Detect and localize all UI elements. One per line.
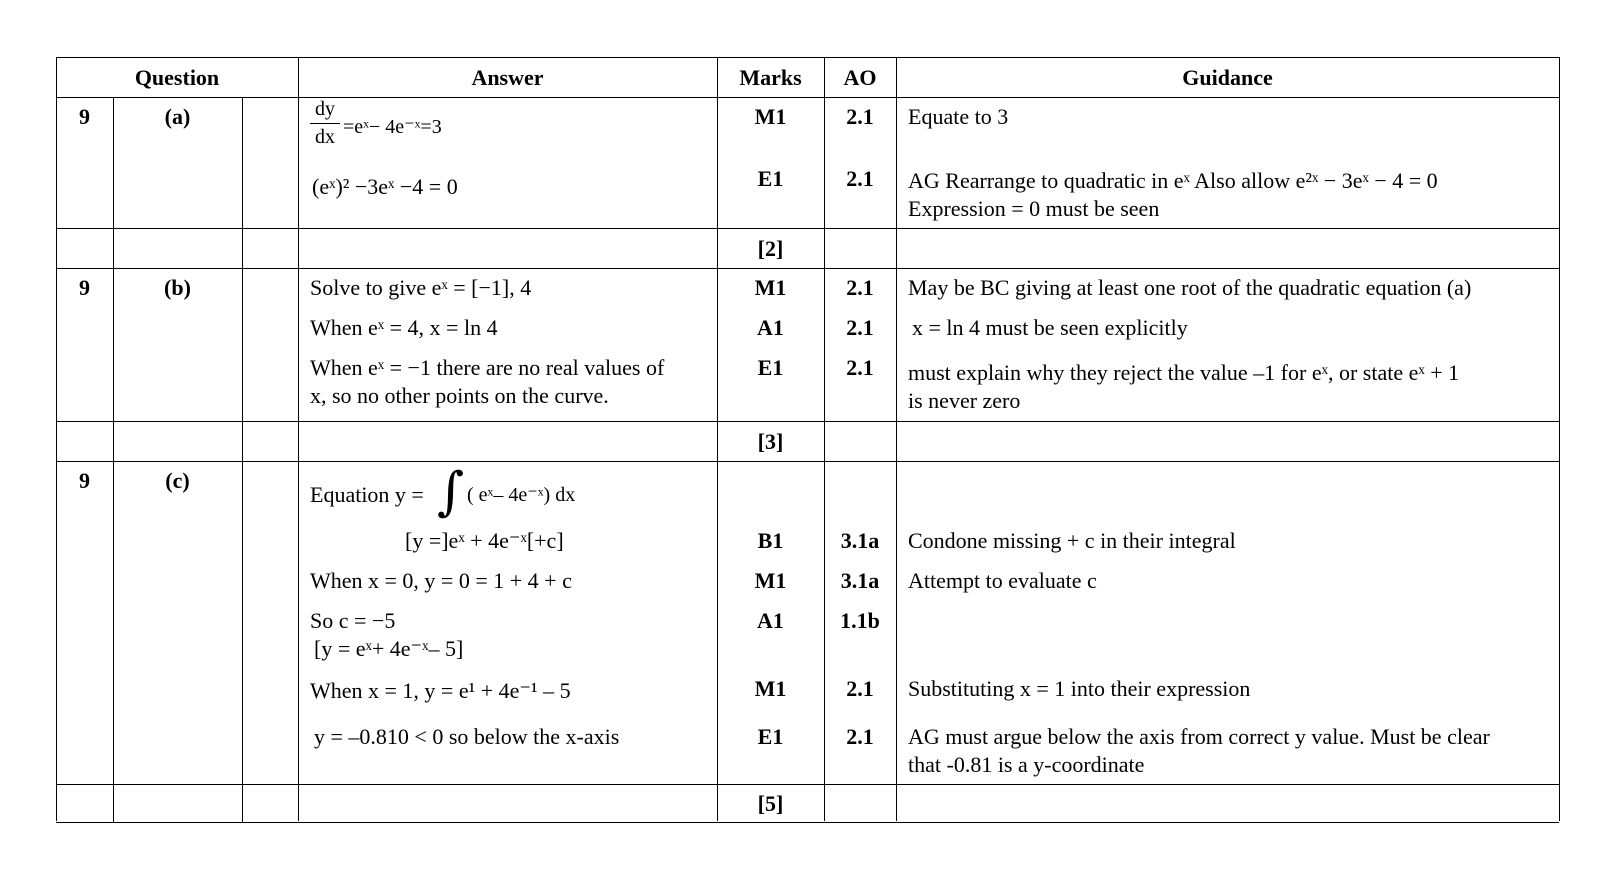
fraction-numerator: dy bbox=[315, 98, 335, 120]
header-divider bbox=[56, 97, 1559, 98]
part-label: (a) bbox=[164, 104, 191, 129]
column-divider bbox=[113, 97, 114, 822]
fraction-denominator: dx bbox=[315, 126, 335, 148]
answer-line: Solve to give eˣ = [−1], 4 bbox=[310, 275, 532, 300]
mark-code: E1 bbox=[757, 724, 784, 749]
ao-code: 2.1 bbox=[846, 275, 874, 300]
guidance-text: AG must argue below the axis from correct y value. Must be clear bbox=[908, 724, 1490, 749]
guidance-text: AG Rearrange to quadratic in eˣ Also allow e²ˣ − 3eˣ − 4 = 0 bbox=[908, 168, 1438, 193]
mark-code: M1 bbox=[754, 676, 787, 701]
column-divider bbox=[242, 97, 243, 822]
mark-code: M1 bbox=[754, 104, 787, 129]
answer-line: Equation y = bbox=[310, 482, 424, 507]
answer-line: (eˣ)² −3eˣ −4 = 0 bbox=[312, 174, 458, 199]
answer-line: ( eˣ– 4e⁻ˣ) dx bbox=[467, 484, 576, 506]
marks-total: [2] bbox=[757, 236, 784, 261]
mark-code: A1 bbox=[757, 315, 784, 340]
answer-line: y = –0.810 < 0 so below the x-axis bbox=[314, 724, 620, 749]
answer-line: So c = −5 bbox=[310, 608, 396, 633]
row-divider bbox=[56, 228, 1559, 229]
column-divider bbox=[896, 57, 897, 821]
question-number: 9 bbox=[79, 104, 90, 129]
ao-code: 2.1 bbox=[846, 724, 874, 749]
mark-code: M1 bbox=[754, 275, 787, 300]
question-number: 9 bbox=[79, 275, 90, 300]
guidance-text: that -0.81 is a y-coordinate bbox=[908, 752, 1145, 777]
guidance-text: Condone missing + c in their integral bbox=[908, 528, 1236, 553]
header-question: Question bbox=[134, 65, 220, 90]
mark-code: A1 bbox=[757, 608, 784, 633]
answer-line: x, so no other points on the curve. bbox=[310, 383, 609, 408]
table-border-top bbox=[56, 57, 1559, 58]
answer-line: When x = 0, y = 0 = 1 + 4 + c bbox=[310, 568, 572, 593]
column-divider bbox=[298, 57, 299, 821]
guidance-text: Equate to 3 bbox=[908, 104, 1009, 129]
header-ao: AO bbox=[843, 65, 877, 90]
ao-code: 2.1 bbox=[846, 104, 874, 129]
header-guidance: Guidance bbox=[1182, 65, 1273, 90]
ao-code: 2.1 bbox=[846, 166, 874, 191]
mark-code: E1 bbox=[757, 355, 784, 380]
mark-code: E1 bbox=[757, 166, 784, 191]
answer-line: When eˣ = −1 there are no real values of bbox=[310, 355, 665, 380]
ao-code: 3.1a bbox=[840, 528, 880, 553]
guidance-text: Substituting x = 1 into their expression bbox=[908, 676, 1251, 701]
answer-line: [y =]eˣ + 4e⁻ˣ[+c] bbox=[405, 528, 564, 553]
ao-code: 3.1a bbox=[840, 568, 880, 593]
guidance-text: x = ln 4 must be seen explicitly bbox=[912, 315, 1188, 340]
guidance-text: Attempt to evaluate c bbox=[908, 568, 1097, 593]
marks-total: [5] bbox=[757, 791, 784, 816]
ao-code: 1.1b bbox=[840, 608, 880, 633]
guidance-text: Expression = 0 must be seen bbox=[908, 196, 1160, 221]
table-border-bottom bbox=[56, 822, 1559, 823]
part-label: (c) bbox=[165, 468, 190, 493]
ao-code: 2.1 bbox=[846, 355, 874, 380]
answer-line: [y = eˣ+ 4e⁻ˣ– 5] bbox=[314, 636, 464, 661]
answer-line: When eˣ = 4, x = ln 4 bbox=[310, 315, 498, 340]
guidance-text: must explain why they reject the value –1 for eˣ, or state eˣ + 1 bbox=[908, 360, 1460, 385]
part-label: (b) bbox=[164, 275, 191, 300]
guidance-text: is never zero bbox=[908, 388, 1021, 413]
table-border-left bbox=[56, 57, 57, 821]
answer-line: When x = 1, y = e¹ + 4e⁻¹ – 5 bbox=[310, 678, 571, 703]
table-border-right bbox=[1559, 57, 1560, 821]
row-divider bbox=[56, 461, 1559, 462]
guidance-text: May be BC giving at least one root of the quadratic equation (a) bbox=[908, 275, 1472, 300]
ao-code: 2.1 bbox=[846, 315, 874, 340]
fraction-bar bbox=[310, 123, 340, 124]
mark-code: M1 bbox=[754, 568, 787, 593]
marks-total: [3] bbox=[757, 429, 784, 454]
row-divider bbox=[56, 784, 1559, 785]
mark-code: B1 bbox=[757, 528, 784, 553]
integral-sign: ∫ bbox=[437, 462, 465, 522]
header-answer: Answer bbox=[471, 65, 544, 90]
derivative-fraction bbox=[310, 98, 340, 149]
header-marks: Marks bbox=[739, 65, 802, 90]
question-number: 9 bbox=[79, 468, 90, 493]
answer-line: =eˣ− 4e⁻ˣ=3 bbox=[343, 116, 442, 138]
row-divider bbox=[56, 268, 1559, 269]
ao-code: 2.1 bbox=[846, 676, 874, 701]
row-divider bbox=[56, 421, 1559, 422]
